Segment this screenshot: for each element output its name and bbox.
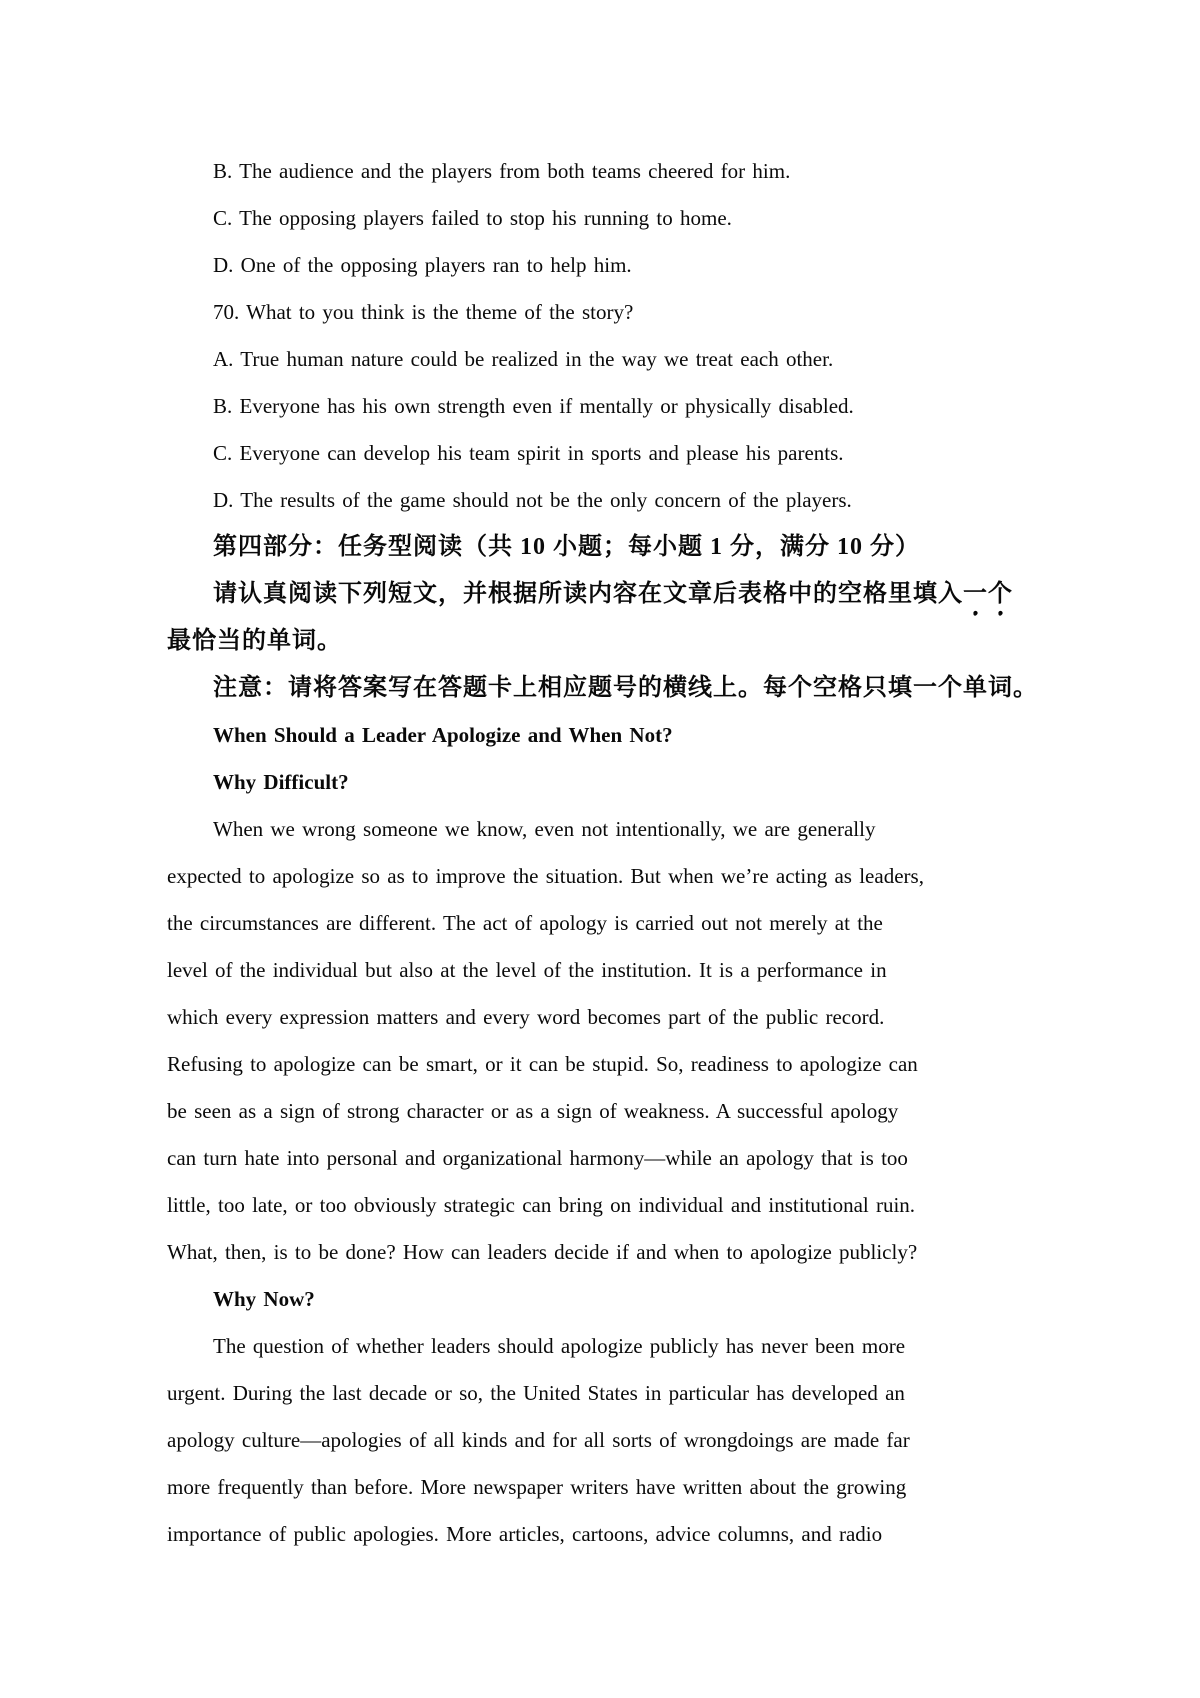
text-line [167,1135,1057,1182]
text-segment: D. The results of the game should not be the only concern of the players. [213,488,852,512]
text-segment: Why Now? [213,1287,315,1311]
text-line [167,195,1057,242]
text-line [167,618,1057,665]
text-segment: What, then, is to be done? How can leaders decide if and when to apologize publicly? [167,1240,918,1264]
text-line [167,1182,1057,1229]
text-segment: importance of public apologies. More articles, cartoons, advice columns, and radio [167,1522,883,1546]
text-segment: When we wrong someone we know, even not intentionally, we are generally [213,817,876,841]
text-line [167,1417,1057,1464]
text-segment: can turn hate into personal and organizational harmony—while an apology that is too [167,1146,908,1170]
text-line [167,1276,1057,1323]
text-line [167,947,1057,994]
text-line [167,853,1057,900]
text-segment: Why Difficult? [213,770,349,794]
text-line [167,430,1057,477]
text-segment: C. The opposing players failed to stop his running to home. [213,206,732,230]
text-segment: B. Everyone has his own strength even if mentally or physically disabled. [213,394,854,418]
text-segment: When Should a Leader Apologize and When Not? [213,723,673,747]
text-line [167,806,1057,853]
text-line [167,1511,1057,1558]
text-segment: 请认真阅读下列短文，并根据所读内容在文章后表格中的空格里填入 [213,581,963,607]
text-line [167,1229,1057,1276]
text-line [167,665,1057,712]
text-segment: Refusing to apologize can be smart, or it can be stupid. So, readiness to apologize can [167,1052,918,1076]
text-segment: which every expression matters and every word becomes part of the public record. [167,1005,885,1029]
text-line [167,1323,1057,1370]
text-segment: expected to apologize so as to improve the situation. But when we’re acting as leaders, [167,864,924,888]
text-line [167,712,1057,759]
document-content [167,148,1057,1558]
text-line [167,242,1057,289]
text-line [167,1041,1057,1088]
text-segment: 最恰当的单词。 [167,628,342,654]
text-line [167,759,1057,806]
text-segment: level of the individual but also at the level of the institution. It is a performance in [167,958,887,982]
text-line [167,289,1057,336]
text-segment: 第四部分：任务型阅读（共 10 小题；每小题 1 分，满分 10 分） [213,534,920,560]
text-line [167,900,1057,947]
text-segment: A. True human nature could be realized in the way we treat each other. [213,347,834,371]
text-line [167,994,1057,1041]
text-segment: 70. What to you think is the theme of the story? [213,300,634,324]
text-line [167,524,1057,571]
text-line [167,1464,1057,1511]
text-line [167,383,1057,430]
text-line [167,336,1057,383]
text-segment: the circumstances are different. The act of apology is carried out not merely at the [167,911,883,935]
text-segment: 注意：请将答案写在答题卡上相应题号的横线上。每个空格只填一个单词。 [213,675,1038,701]
text-line [167,1370,1057,1417]
text-segment: little, too late, or too obviously strategic can bring on individual and institutional ruin. [167,1193,916,1217]
text-segment: be seen as a sign of strong character or as a sign of weakness. A successful apology [167,1099,899,1123]
text-segment: apology culture—apologies of all kinds and for all sorts of wrongdoings are made far [167,1428,910,1452]
text-segment: urgent. During the last decade or so, the United States in particular has developed an [167,1381,905,1405]
emphasized-text: 一个 [963,581,1013,616]
text-line [167,571,1057,618]
text-segment: B. The audience and the players from both teams cheered for him. [213,159,791,183]
text-line [167,1088,1057,1135]
text-line [167,148,1057,195]
text-line [167,477,1057,524]
text-segment: D. One of the opposing players ran to help him. [213,253,632,277]
text-segment: more frequently than before. More newspaper writers have written about the growing [167,1475,907,1499]
text-segment: The question of whether leaders should apologize publicly has never been more [213,1334,906,1358]
text-segment: C. Everyone can develop his team spirit in sports and please his parents. [213,441,844,465]
